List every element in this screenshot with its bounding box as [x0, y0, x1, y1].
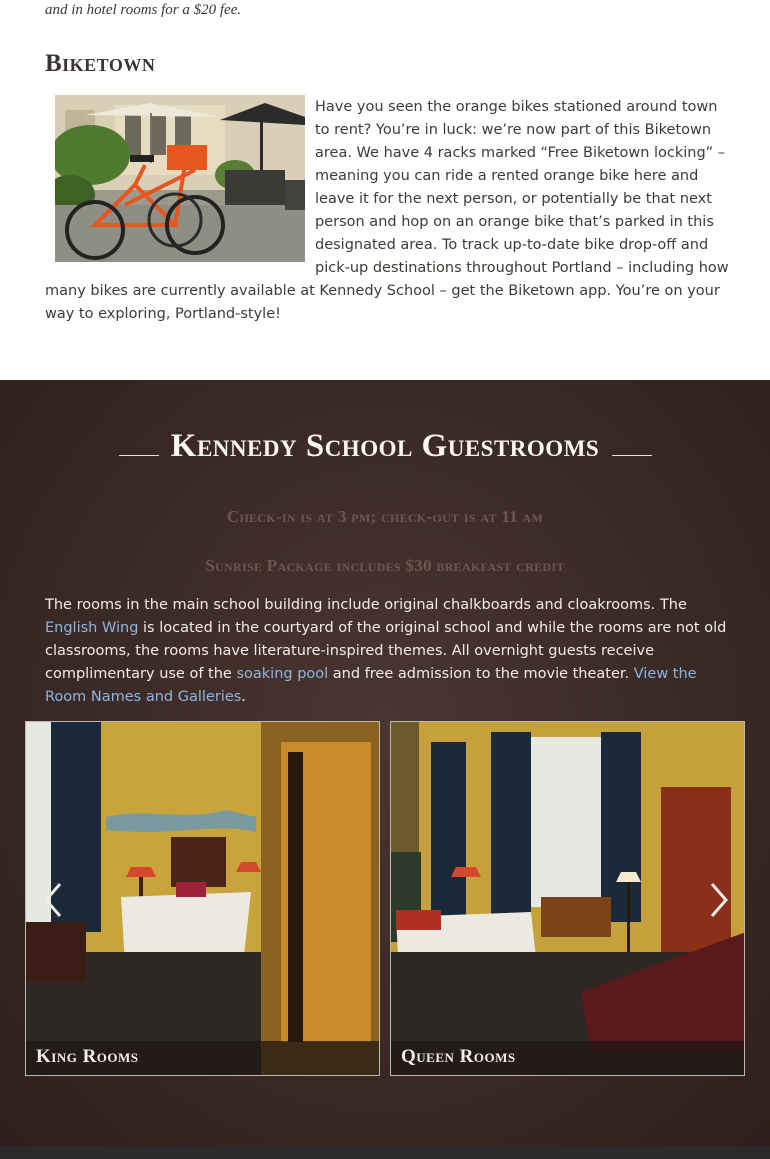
guestrooms-paragraph	[45, 594, 735, 709]
checkin-info: Check-in is at 3 pm; check-out is at 11 am	[226, 507, 544, 526]
rooms-text-2: is located in the courtyard of the original school and while the rooms are not old classrooms, the rooms have literature-inspired themes. All overnight guests receive complimentary use of the	[45, 620, 727, 682]
king-rooms-label: King Rooms	[26, 1041, 379, 1075]
soaking-pool-link[interactable]: soaking pool	[236, 666, 329, 682]
chevron-left-icon[interactable]	[38, 880, 68, 920]
queen-rooms-label: Queen Rooms	[391, 1041, 744, 1075]
rooms-text-1: The rooms in the main school building include original chalkboards and cloakrooms. The	[45, 597, 687, 613]
biketown-text: Have you seen the orange bikes stationed around town to rent? You’re in luck: we’re now part of this Biketown area. We have 4 racks marked “Free Biketown locking” – meaning you can ride a rented orange bike here and leave it for the next person, or potentially be that next person and hop on an orange bike that’s parked in this designated area. To track up-to-date bike drop-off and pick-up destinations throughout Portland – including how many bikes are currently available at Kennedy School – get the Biketown app. You’re on your way to exploring, Portland-style!	[45, 99, 729, 322]
biketown-section	[0, 0, 770, 380]
biketown-heading: Biketown	[45, 50, 156, 77]
sunrise-package-info: Sunrise Package includes $30 breakfast credit	[205, 556, 565, 575]
rooms-text-3: and free admission to the movie theater.	[328, 666, 634, 682]
guestrooms-heading: Kennedy School Guestrooms	[170, 428, 600, 464]
english-wing-link[interactable]: English Wing	[45, 620, 139, 636]
queen-rooms-card[interactable]	[390, 721, 745, 1076]
king-room-photo	[26, 722, 380, 1076]
intro-italic-text: and in hotel rooms for a $20 fee.	[45, 2, 242, 18]
title-divider-right	[612, 455, 652, 456]
king-rooms-card[interactable]	[25, 721, 380, 1076]
queen-room-photo	[391, 722, 745, 1076]
view-rooms-link[interactable]: View the Room Names and Galleries	[45, 666, 697, 705]
rooms-text-4: .	[241, 689, 246, 705]
chevron-right-icon[interactable]	[704, 880, 734, 920]
footer-strip	[0, 1146, 770, 1159]
orange-bikes-photo	[55, 95, 305, 262]
